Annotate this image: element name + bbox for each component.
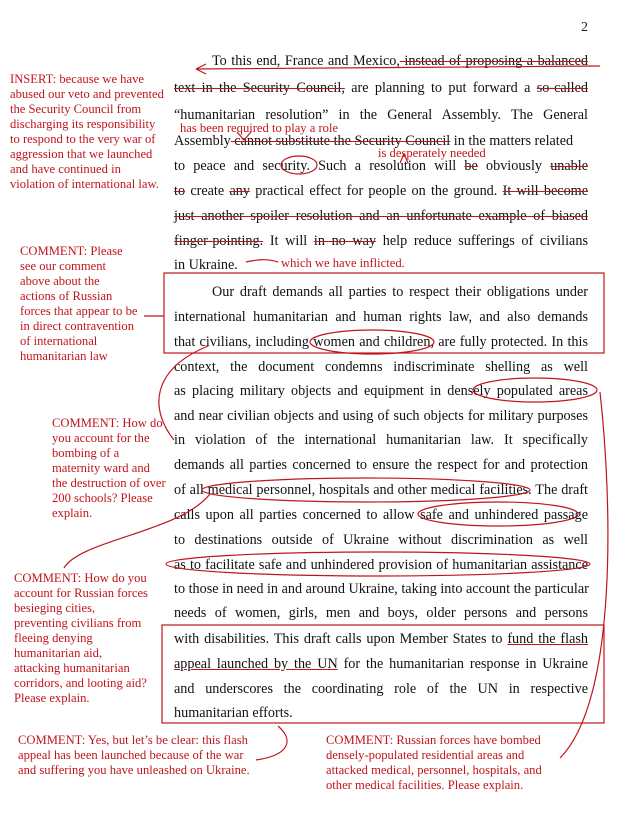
comment-maternity: COMMENT: How do you account for the bombing of a maternity ward and the destruction of over 200 schools? Please explain. [52,416,166,520]
comment-bombed: COMMENT: Russian forces have bombed densely-populated residential areas and attacked medical, personnel, hospitals, and other medical facilities. Please explain. [326,733,542,792]
body-line: of all medical personnel, hospitals and other medical facilities. The draft [174,482,588,498]
body-line: needs of women, girls, men and boys, older persons and persons [174,605,588,621]
body-line: as to facilitate safe and unhindered provision of humanitarian assistance [174,557,588,573]
body-line: just another spoiler resolution and an unfortunate example of biased [174,208,588,224]
insertion-needed: is desperately needed [378,146,486,160]
body-line: as placing military objects and equipment in densely populated areas [174,383,588,399]
arrow-head [196,64,206,74]
body-line: to create any practical effect for people on the ground. It will become [174,183,589,199]
insertion-role: has been required to play a role [180,121,339,135]
body-line: in violation of the international humanitarian law. It specifically [174,432,588,448]
body-line: appeal launched by the UN for the humanitarian response in Ukraine [174,656,588,672]
body-line: in Ukraine. [174,257,238,273]
insert-note: INSERT: because we have abused our veto and prevented the Security Council from discharging its responsibility to respond to the very war of aggression that we launched and have continued in violation of international law. [10,72,164,191]
body-line: Our draft demands all parties to respect their obligations under [212,284,588,300]
body-line: with disabilities. This draft calls upon Member States to fund the flash [174,631,588,647]
body-line: To this end, France and Mexico, instead of proposing a balanced [212,53,588,69]
body-line: humanitarian efforts. [174,705,293,721]
body-line: and underscores the coordinating role of the UN in respective [174,681,588,697]
body-line: international humanitarian and human rights law, and also demands [174,309,588,325]
body-line: to those in need in and around Ukraine, taking into account the particular [174,581,589,597]
body-line: and near civilian objects and using of such objects for military purposes [174,408,588,424]
body-line: “humanitarian resolution” in the General Assembly. The General [174,107,588,123]
body-line: to destinations outside of Ukraine without discrimination as well [174,532,588,548]
comment-law: COMMENT: Please see our comment above about the actions of Russian forces that appear to be in direct contravention of international humanitarian law [20,244,138,363]
body-line: demands all parties concerned to ensure the respect for and protection [174,457,588,473]
body-line: calls upon all parties concerned to allow safe and unhindered passage [174,507,588,523]
comment-cities: COMMENT: How do you account for Russian forces besieging cities, preventing civilians from fleeing denying humanitarian aid, attacking humanitarian corridors, and looting aid? Please explain. [14,571,148,705]
body-line: to peace and security. Such a resolution will be obviously unable [174,158,589,174]
insertion-inflicted: which we have inflicted. [281,256,405,270]
page-number: 2 [581,20,588,35]
body-line: text in the Security Council, are planning to put forward a so-called [174,80,588,96]
body-line: context, the document condemns indiscriminate shelling as well [174,359,588,375]
comment-flash: COMMENT: Yes, but let’s be clear: this flash appeal has been launched because of the war and suffering you have unleashed on Ukraine. [18,733,250,777]
body-line: that civilians, including women and children, are fully protected. In this [174,334,588,350]
body-line: Assembly cannot substitute the Security Council in the matters related [174,133,574,149]
body-line: finger-pointing. It will in no way help reduce sufferings of civilians [174,233,588,249]
arrow-flash [256,726,287,760]
